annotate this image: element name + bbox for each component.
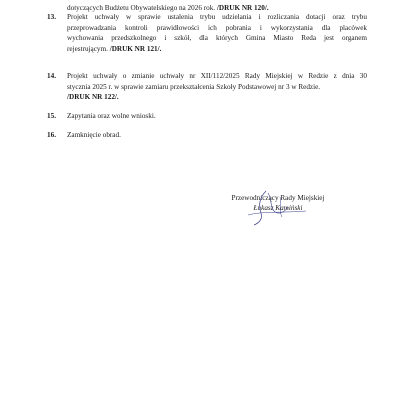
agenda-item-14-body [67,71,367,103]
agenda-item-number: 15. [47,112,56,120]
agenda-item-13-last-text: rejestrującym. [67,44,108,53]
agenda-item-13-body [67,12,367,54]
agenda-item-15 [47,111,367,122]
agenda-item-14-line-2: stycznia 2025 r. w sprawie zamiaru przekształcenia Szkoły Podstawowej nr 3 w Redzie. [67,82,321,91]
agenda-item-13-line-1: Projekt uchwały w sprawie ustalenia trybu udzielania i rozliczania dotacji oraz trybu [67,13,367,21]
agenda-item-13 [47,12,367,54]
agenda-item-15-body [67,111,367,122]
agenda-item-number: 13. [47,13,56,21]
agenda-item-12-druk: /DRUK NR 120/. [216,4,269,12]
agenda-item-13-line-2: przeprowadzania kontroli prawidłowości ich pobrania i wykorzystania dla placówek [67,23,367,32]
agenda-item-number: 16. [47,131,56,139]
agenda-item-13-line-3: wychowania przedszkolnego i szkół, dla których Gmina Miasto Reda jest organem [67,34,367,42]
signature-block [208,193,348,213]
signature-name: Łukasz Kamiński [253,204,303,212]
agenda-item-16 [47,130,367,141]
agenda-item-16-text: Zamknięcie obrad. [67,131,121,139]
agenda-item-12-text: dotyczących Budżetu Obywatelskiego na 2026 rok. [67,4,216,12]
agenda-item-14 [47,71,367,103]
signature-role: Przewodniczący Rady Miejskiej [231,194,325,202]
agenda-item-number: 14. [47,72,56,80]
agenda-item-15-text: Zapytania oraz wolne wnioski. [67,112,156,120]
agenda-item-16-body [67,130,367,141]
agenda-item-13-druk: /DRUK NR 121/. [109,44,162,53]
agenda-item-14-line-1: Projekt uchwały o zmianie uchwały nr XII/112/2025 Rady Miejskiej w Redzie z dnia 30 [67,72,367,80]
agenda-item-14-druk: /DRUK NR 122/. [67,93,119,101]
agenda-item-13-line-4 [67,44,367,55]
